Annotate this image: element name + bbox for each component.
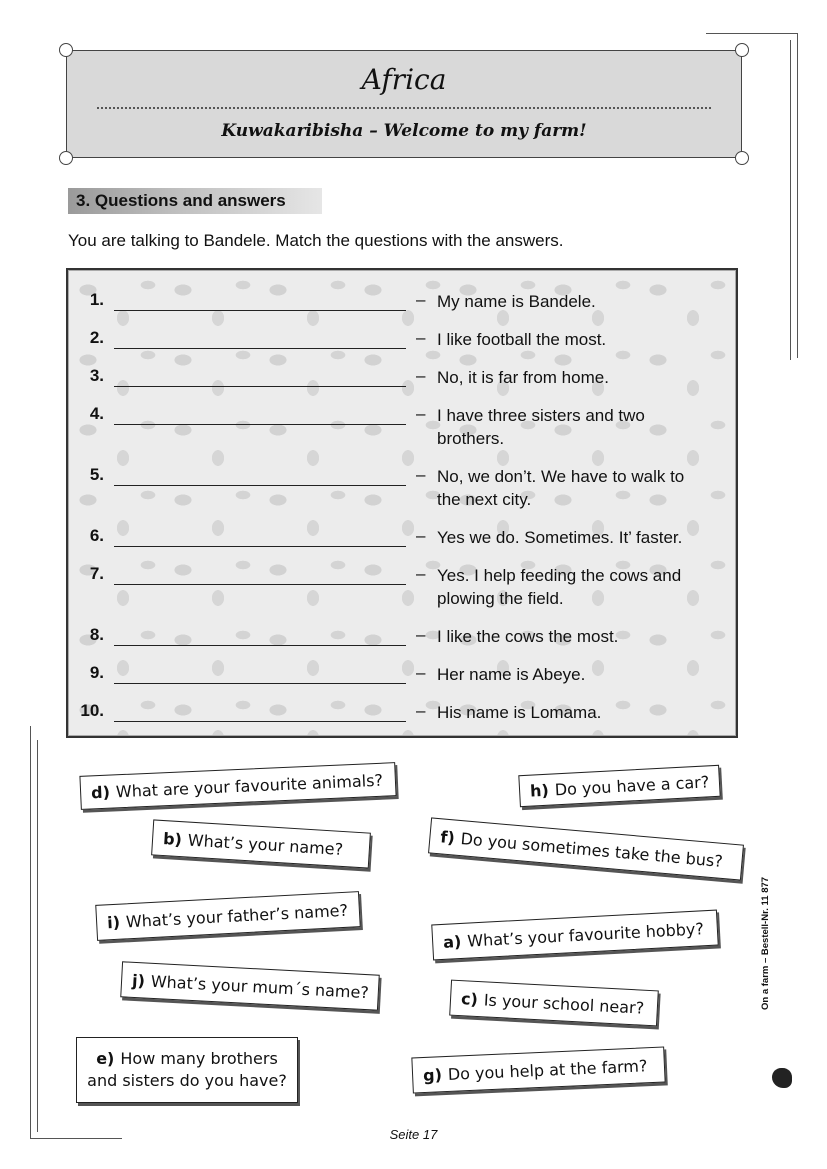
answer-blank-line[interactable] (114, 625, 406, 646)
answer-blank-line[interactable] (114, 526, 406, 547)
banner-corner-tl (59, 43, 73, 57)
frame-line-top-right (706, 33, 798, 34)
question-card[interactable] (431, 910, 718, 961)
qa-answer: No, we don’t. We have to walk to the next city. (437, 467, 685, 509)
qa-answer: Yes we do. Sometimes. It’ faster. (437, 528, 683, 547)
side-order-text: On a farm – Bestell-Nr. 11 877 (760, 876, 771, 1010)
question-card[interactable] (518, 765, 720, 807)
qa-answer: Yes. I help feeding the cows and plowing the field. (437, 566, 682, 608)
qa-dash: – (416, 290, 426, 309)
qa-number: 4. (89, 404, 104, 423)
qa-dash: – (416, 564, 426, 583)
qa-number: 6. (89, 526, 104, 545)
card-letter: j) (131, 970, 146, 991)
card-text-line2: and sisters do you have? (87, 1071, 287, 1090)
qa-dash: – (416, 404, 426, 423)
card-text: What’s your favourite hobby? (466, 919, 705, 951)
card-letter: i) (106, 912, 121, 933)
qa-number: 8. (89, 625, 104, 644)
answer-blank-line[interactable] (114, 564, 406, 585)
question-card[interactable] (428, 817, 744, 880)
frame-line-right-vertical-inner (790, 40, 791, 360)
card-letter: d) (90, 782, 111, 803)
qa-answer: I have three sisters and two brothers. (437, 406, 645, 448)
card-letter: g) (422, 1065, 443, 1086)
qa-dash: – (416, 328, 426, 347)
qa-box (66, 268, 738, 738)
qa-dash: – (416, 701, 426, 720)
qa-number: 7. (89, 564, 104, 583)
page-title: Africa (361, 63, 447, 96)
answer-blank-line[interactable] (114, 465, 406, 486)
answer-blank-line[interactable] (114, 290, 406, 311)
card-text: Do you have a car? (554, 772, 710, 800)
card-text: What’s your mum´s name? (150, 971, 370, 1003)
banner-corner-bl (59, 151, 73, 165)
qa-dash: – (416, 366, 426, 385)
instruction-text: You are talking to Bandele. Match the questions with the answers. (68, 231, 564, 250)
card-letter: a) (442, 931, 462, 952)
publisher-logo-icon (772, 1068, 792, 1088)
answer-blank-line[interactable] (114, 328, 406, 349)
answer-blank-line[interactable] (114, 366, 406, 387)
dotted-divider (97, 107, 711, 109)
question-card[interactable] (411, 1046, 665, 1093)
card-text: What’s your father’s name? (125, 900, 349, 932)
answer-blank-line[interactable] (114, 404, 406, 425)
card-text: Do you help at the farm? (447, 1056, 648, 1084)
banner-corner-br (735, 151, 749, 165)
qa-answer: I like football the most. (437, 330, 607, 349)
card-text: How many brothers (120, 1049, 278, 1068)
question-card[interactable] (449, 980, 659, 1027)
card-text: Is your school near? (483, 990, 645, 1018)
qa-dash: – (416, 625, 426, 644)
card-letter: c) (460, 989, 479, 1009)
section-heading: 3. Questions and answers (68, 188, 322, 214)
banner-corner-tr (735, 43, 749, 57)
qa-dash: – (416, 465, 426, 484)
card-text: What are your favourite animals? (115, 770, 384, 802)
frame-line-left-vertical-inner (37, 740, 38, 1132)
qa-answer: His name is Lomama. (437, 703, 602, 722)
qa-answer: Her name is Abeye. (437, 665, 586, 684)
card-text: Do you sometimes take the bus? (459, 829, 724, 871)
qa-dash: – (416, 526, 426, 545)
qa-number: 5. (89, 465, 104, 484)
answer-blank-line[interactable] (114, 663, 406, 684)
qa-number: 1. (89, 290, 104, 309)
question-card[interactable] (151, 819, 371, 868)
answer-blank-line[interactable] (114, 701, 406, 722)
qa-number: 10. (80, 701, 104, 720)
question-card[interactable] (76, 1037, 298, 1103)
card-letter: e) (96, 1049, 115, 1068)
qa-number: 2. (89, 328, 104, 347)
header-banner (66, 50, 742, 158)
qa-dash: – (416, 663, 426, 682)
card-text: What’s your name? (187, 830, 344, 860)
page-number: Seite 17 (389, 1127, 438, 1142)
question-card[interactable] (120, 961, 380, 1010)
qa-answer: I like the cows the most. (437, 627, 619, 646)
frame-line-left-vertical (30, 726, 31, 1138)
qa-answer: My name is Bandele. (437, 292, 596, 311)
card-letter: b) (162, 829, 183, 850)
page-subtitle: Kuwakaribisha – Welcome to my farm! (221, 121, 587, 141)
card-letter: f) (439, 827, 456, 848)
qa-number: 9. (89, 663, 104, 682)
qa-answer: No, it is far from home. (437, 368, 609, 387)
question-card[interactable] (95, 891, 361, 941)
question-card[interactable] (79, 762, 396, 810)
qa-number: 3. (89, 366, 104, 385)
card-letter: h) (529, 780, 550, 801)
frame-line-right-vertical (797, 33, 798, 358)
